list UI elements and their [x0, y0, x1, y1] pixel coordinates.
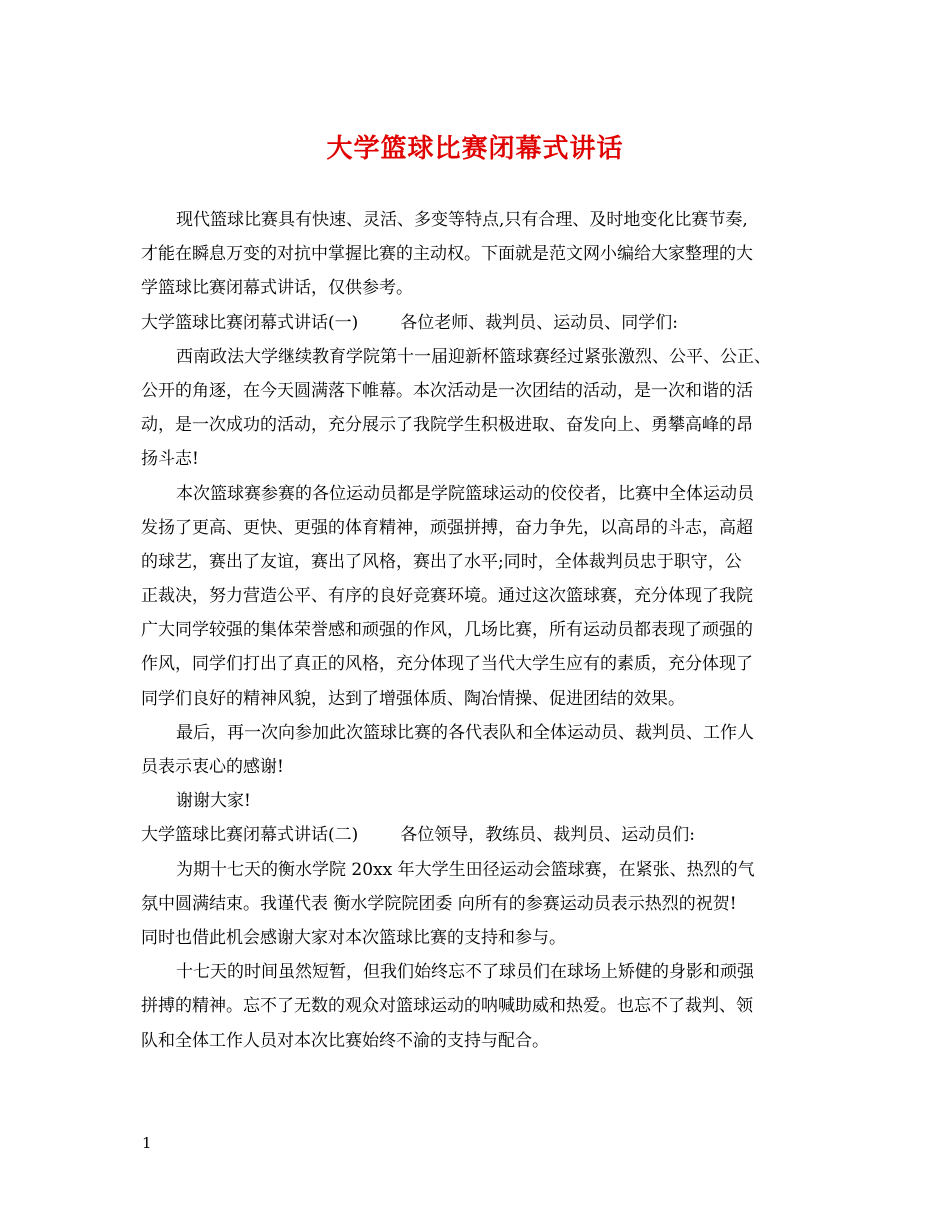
text-line-content: 西南政法大学继续教育学院第十一届迎新杯篮球赛经过紧张激烈、公平、公正、: [176, 346, 771, 367]
text-line: [141, 921, 821, 955]
text-line-content: 为期十七天的衡水学院 20xx 年大学生田径运动会篮球赛，在紧张、热烈的气: [176, 859, 755, 880]
text-line-content: 本次篮球赛参赛的各位运动员都是学院篮球运动的佼佼者，比赛中全体运动员: [176, 483, 754, 504]
text-line: [141, 716, 821, 750]
text-line: [141, 750, 821, 784]
text-line: [141, 271, 821, 305]
document-title: 大学篮球比赛闭幕式讲话: [326, 134, 624, 164]
text-line: [141, 442, 821, 476]
text-line-content: 扬斗志!: [141, 449, 199, 470]
text-line: [141, 784, 821, 818]
text-line-content: 广大同学较强的集体荣誉感和顽强的作风，几场比赛，所有运动员都表现了顽强的: [141, 620, 753, 641]
text-line: [141, 306, 821, 340]
text-line-content: 十七天的时间虽然短暂，但我们始终忘不了球员们在球场上矫健的身影和顽强: [176, 962, 754, 983]
text-line-content: 学篮球比赛闭幕式讲话，仅供参考。: [141, 278, 413, 299]
text-line-content: 的球艺，赛出了友谊，赛出了风格，赛出了水平;同时，全体裁判员忠于职守，公: [141, 551, 742, 572]
text-line-content: 同时也借此机会感谢大家对本次篮球比赛的支持和参与。: [141, 927, 566, 948]
text-line: [141, 989, 821, 1023]
text-line-content: 才能在瞬息万变的对抗中掌握比赛的主动权。下面就是范文网小编给大家整理的大: [141, 244, 753, 265]
text-line-content: 作风，同学们打出了真正的风格，充分体现了当代大学生应有的素质，充分体现了: [141, 654, 753, 675]
text-line: [141, 374, 821, 408]
text-line-content: 同学们良好的精神风貌，达到了增强体质、陶冶情操、促进团结的效果。: [141, 688, 685, 709]
text-line: [141, 613, 821, 647]
page-number: 1: [142, 1134, 152, 1152]
text-line-content: 现代篮球比赛具有快速、灵活、多变等特点,只有合理、及时地变化比赛节奏,: [176, 210, 748, 230]
text-line-content: 队和全体工作人员对本次比赛始终不渝的支持与配合。: [141, 1030, 549, 1051]
text-line-content: 氛中圆满结束。我谨代表 衡水学院院团委 向所有的参赛运动员表示热烈的祝贺!: [141, 893, 737, 914]
text-line: [141, 853, 821, 887]
document-body: [141, 203, 821, 1058]
text-line: [141, 511, 821, 545]
text-line: [141, 579, 821, 613]
text-line: [141, 955, 821, 989]
text-line: [141, 818, 821, 852]
salutation-text: 各位领导，教练员、裁判员、运动员们:: [400, 825, 695, 846]
text-line-content: 最后，再一次向参加此次篮球比赛的各代表队和全体运动员、裁判员、工作人: [176, 722, 754, 743]
text-line-content: 公开的角逐，在今天圆满落下帷幕。本次活动是一次团结的活动，是一次和谐的活: [141, 380, 753, 401]
text-line-content: 大学篮球比赛闭幕式讲话(二): [141, 825, 359, 846]
text-line-content: 正裁决，努力营造公平、有序的良好竞赛环境。通过这次篮球赛，充分体现了我院: [141, 586, 753, 607]
text-line: [141, 887, 821, 921]
text-line: [141, 1024, 821, 1058]
text-line: [141, 477, 821, 511]
salutation-text: 各位老师、裁判员、运动员、同学们:: [400, 312, 678, 333]
text-line: [141, 237, 821, 271]
text-line-content: 员表示衷心的感谢!: [141, 757, 284, 777]
text-line: [141, 647, 821, 681]
text-line-content: 谢谢大家!: [176, 791, 251, 812]
text-line-content: 拼搏的精神。忘不了无数的观众对篮球运动的呐喊助威和热爱。也忘不了裁判、领: [141, 996, 753, 1017]
text-line: [141, 408, 821, 442]
text-line: [141, 682, 821, 716]
text-line-content: 大学篮球比赛闭幕式讲话(一): [141, 312, 359, 333]
text-line: [141, 545, 821, 579]
text-line-content: 动，是一次成功的活动，充分展示了我院学生积极进取、奋发向上、勇攀高峰的昂: [141, 415, 753, 436]
text-line-content: 发扬了更高、更快、更强的体育精神，顽强拼搏，奋力争先，以高昂的斗志，高超: [141, 517, 753, 538]
text-line: [141, 203, 821, 237]
text-line: [141, 340, 821, 374]
